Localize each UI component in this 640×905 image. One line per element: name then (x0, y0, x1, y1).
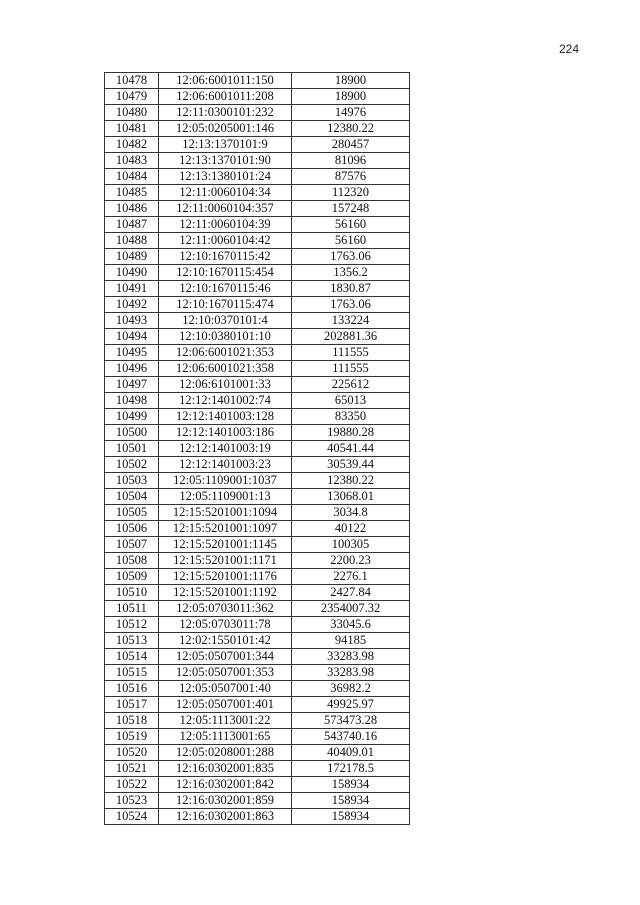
table-row (105, 681, 410, 697)
table-row (105, 585, 410, 601)
records-table (104, 72, 410, 825)
row-id-cell: 10497 (105, 377, 159, 393)
row-code-cell: 12:15:5201001:1192 (159, 585, 292, 601)
row-id-cell: 10493 (105, 313, 159, 329)
row-amount-cell: 33283.98 (292, 649, 410, 665)
row-amount-cell: 19880.28 (292, 425, 410, 441)
row-amount-cell: 543740.16 (292, 729, 410, 745)
row-id-cell: 10481 (105, 121, 159, 137)
row-id-cell: 10514 (105, 649, 159, 665)
row-id-cell: 10508 (105, 553, 159, 569)
row-amount-cell: 12380.22 (292, 121, 410, 137)
table-row (105, 649, 410, 665)
row-code-cell: 12:05:1113001:65 (159, 729, 292, 745)
row-code-cell: 12:05:1109001:1037 (159, 473, 292, 489)
row-code-cell: 12:05:0507001:401 (159, 697, 292, 713)
row-code-cell: 12:05:1113001:22 (159, 713, 292, 729)
row-id-cell: 10519 (105, 729, 159, 745)
row-amount-cell: 1830.87 (292, 281, 410, 297)
row-amount-cell: 40409.01 (292, 745, 410, 761)
records-table-body (105, 73, 410, 825)
table-row (105, 265, 410, 281)
table-row (105, 361, 410, 377)
row-amount-cell: 172178.5 (292, 761, 410, 777)
row-code-cell: 12:12:1401003:128 (159, 409, 292, 425)
row-amount-cell: 94185 (292, 633, 410, 649)
row-amount-cell: 1356.2 (292, 265, 410, 281)
row-code-cell: 12:12:1401002:74 (159, 393, 292, 409)
row-amount-cell: 158934 (292, 777, 410, 793)
row-id-cell: 10502 (105, 457, 159, 473)
row-amount-cell: 56160 (292, 233, 410, 249)
table-row (105, 489, 410, 505)
row-amount-cell: 33045.6 (292, 617, 410, 633)
row-code-cell: 12:16:0302001:842 (159, 777, 292, 793)
row-amount-cell: 111555 (292, 361, 410, 377)
row-id-cell: 10523 (105, 793, 159, 809)
row-amount-cell: 18900 (292, 89, 410, 105)
row-id-cell: 10513 (105, 633, 159, 649)
row-id-cell: 10494 (105, 329, 159, 345)
table-row (105, 697, 410, 713)
table-row (105, 761, 410, 777)
row-id-cell: 10483 (105, 153, 159, 169)
table-row (105, 457, 410, 473)
row-code-cell: 12:12:1401003:186 (159, 425, 292, 441)
table-row (105, 137, 410, 153)
row-code-cell: 12:06:6001021:358 (159, 361, 292, 377)
table-row (105, 553, 410, 569)
row-amount-cell: 49925.97 (292, 697, 410, 713)
row-id-cell: 10518 (105, 713, 159, 729)
row-id-cell: 10489 (105, 249, 159, 265)
row-id-cell: 10495 (105, 345, 159, 361)
table-row (105, 169, 410, 185)
table-row (105, 793, 410, 809)
row-id-cell: 10521 (105, 761, 159, 777)
row-code-cell: 12:11:0060104:42 (159, 233, 292, 249)
row-code-cell: 12:13:1370101:9 (159, 137, 292, 153)
row-code-cell: 12:06:6001011:150 (159, 73, 292, 89)
row-id-cell: 10498 (105, 393, 159, 409)
table-row (105, 521, 410, 537)
table-row (105, 73, 410, 89)
table-row (105, 505, 410, 521)
row-id-cell: 10488 (105, 233, 159, 249)
table-row (105, 201, 410, 217)
row-id-cell: 10509 (105, 569, 159, 585)
row-amount-cell: 133224 (292, 313, 410, 329)
row-id-cell: 10478 (105, 73, 159, 89)
row-id-cell: 10485 (105, 185, 159, 201)
row-id-cell: 10490 (105, 265, 159, 281)
row-code-cell: 12:02:1550101:42 (159, 633, 292, 649)
row-code-cell: 12:16:0302001:835 (159, 761, 292, 777)
row-amount-cell: 225612 (292, 377, 410, 393)
table-row (105, 377, 410, 393)
table-row (105, 89, 410, 105)
row-amount-cell: 1763.06 (292, 249, 410, 265)
row-amount-cell: 111555 (292, 345, 410, 361)
table-row (105, 281, 410, 297)
row-id-cell: 10479 (105, 89, 159, 105)
row-id-cell: 10516 (105, 681, 159, 697)
row-id-cell: 10496 (105, 361, 159, 377)
table-row (105, 409, 410, 425)
row-code-cell: 12:10:0380101:10 (159, 329, 292, 345)
table-row (105, 665, 410, 681)
row-id-cell: 10512 (105, 617, 159, 633)
row-amount-cell: 56160 (292, 217, 410, 233)
row-amount-cell: 40122 (292, 521, 410, 537)
row-code-cell: 12:13:1380101:24 (159, 169, 292, 185)
row-amount-cell: 2354007.32 (292, 601, 410, 617)
row-id-cell: 10524 (105, 809, 159, 825)
row-amount-cell: 83350 (292, 409, 410, 425)
row-id-cell: 10520 (105, 745, 159, 761)
row-id-cell: 10503 (105, 473, 159, 489)
table-row (105, 441, 410, 457)
row-amount-cell: 2200.23 (292, 553, 410, 569)
row-id-cell: 10505 (105, 505, 159, 521)
table-row (105, 617, 410, 633)
row-amount-cell: 573473.28 (292, 713, 410, 729)
row-code-cell: 12:11:0060104:357 (159, 201, 292, 217)
table-row (105, 745, 410, 761)
table-row (105, 601, 410, 617)
row-id-cell: 10506 (105, 521, 159, 537)
row-amount-cell: 2427.84 (292, 585, 410, 601)
row-id-cell: 10482 (105, 137, 159, 153)
row-amount-cell: 100305 (292, 537, 410, 553)
row-code-cell: 12:05:0507001:353 (159, 665, 292, 681)
row-id-cell: 10517 (105, 697, 159, 713)
row-id-cell: 10500 (105, 425, 159, 441)
page-number: 224 (558, 42, 579, 56)
row-amount-cell: 40541.44 (292, 441, 410, 457)
row-amount-cell: 202881.36 (292, 329, 410, 345)
table-row (105, 329, 410, 345)
row-id-cell: 10491 (105, 281, 159, 297)
row-code-cell: 12:12:1401003:19 (159, 441, 292, 457)
row-code-cell: 12:06:6101001:33 (159, 377, 292, 393)
row-code-cell: 12:05:0205001:146 (159, 121, 292, 137)
table-row (105, 249, 410, 265)
row-amount-cell: 81096 (292, 153, 410, 169)
row-amount-cell: 36982.2 (292, 681, 410, 697)
table-row (105, 537, 410, 553)
row-code-cell: 12:05:0208001:288 (159, 745, 292, 761)
table-row (105, 121, 410, 137)
row-id-cell: 10480 (105, 105, 159, 121)
row-code-cell: 12:10:0370101:4 (159, 313, 292, 329)
row-code-cell: 12:05:0703011:362 (159, 601, 292, 617)
row-amount-cell: 30539.44 (292, 457, 410, 473)
row-code-cell: 12:16:0302001:863 (159, 809, 292, 825)
row-id-cell: 10484 (105, 169, 159, 185)
row-id-cell: 10487 (105, 217, 159, 233)
row-code-cell: 12:10:1670115:42 (159, 249, 292, 265)
row-amount-cell: 2276.1 (292, 569, 410, 585)
table-row (105, 777, 410, 793)
row-amount-cell: 158934 (292, 793, 410, 809)
row-code-cell: 12:15:5201001:1145 (159, 537, 292, 553)
row-amount-cell: 12380.22 (292, 473, 410, 489)
table-row (105, 313, 410, 329)
row-code-cell: 12:15:5201001:1097 (159, 521, 292, 537)
row-id-cell: 10515 (105, 665, 159, 681)
row-code-cell: 12:05:0507001:40 (159, 681, 292, 697)
row-code-cell: 12:12:1401003:23 (159, 457, 292, 473)
row-code-cell: 12:16:0302001:859 (159, 793, 292, 809)
table-row (105, 297, 410, 313)
row-code-cell: 12:11:0060104:34 (159, 185, 292, 201)
row-amount-cell: 3034.8 (292, 505, 410, 521)
row-code-cell: 12:05:0507001:344 (159, 649, 292, 665)
row-code-cell: 12:05:1109001:13 (159, 489, 292, 505)
row-id-cell: 10501 (105, 441, 159, 457)
row-id-cell: 10511 (105, 601, 159, 617)
row-code-cell: 12:10:1670115:46 (159, 281, 292, 297)
row-amount-cell: 280457 (292, 137, 410, 153)
row-amount-cell: 13068.01 (292, 489, 410, 505)
table-row (105, 425, 410, 441)
row-code-cell: 12:11:0060104:39 (159, 217, 292, 233)
row-code-cell: 12:06:6001021:353 (159, 345, 292, 361)
row-id-cell: 10510 (105, 585, 159, 601)
row-id-cell: 10486 (105, 201, 159, 217)
table-row (105, 105, 410, 121)
row-code-cell: 12:13:1370101:90 (159, 153, 292, 169)
row-code-cell: 12:05:0703011:78 (159, 617, 292, 633)
row-amount-cell: 1763.06 (292, 297, 410, 313)
table-row (105, 809, 410, 825)
row-code-cell: 12:11:0300101:232 (159, 105, 292, 121)
row-id-cell: 10504 (105, 489, 159, 505)
row-amount-cell: 158934 (292, 809, 410, 825)
row-code-cell: 12:10:1670115:474 (159, 297, 292, 313)
table-row (105, 473, 410, 489)
table-row (105, 713, 410, 729)
table-row (105, 633, 410, 649)
table-row (105, 393, 410, 409)
row-code-cell: 12:06:6001011:208 (159, 89, 292, 105)
row-code-cell: 12:15:5201001:1171 (159, 553, 292, 569)
row-code-cell: 12:15:5201001:1094 (159, 505, 292, 521)
table-row (105, 217, 410, 233)
table-row (105, 185, 410, 201)
table-row (105, 345, 410, 361)
row-amount-cell: 14976 (292, 105, 410, 121)
row-id-cell: 10507 (105, 537, 159, 553)
row-amount-cell: 65013 (292, 393, 410, 409)
table-row (105, 729, 410, 745)
row-code-cell: 12:15:5201001:1176 (159, 569, 292, 585)
row-id-cell: 10499 (105, 409, 159, 425)
row-amount-cell: 33283.98 (292, 665, 410, 681)
row-id-cell: 10522 (105, 777, 159, 793)
row-amount-cell: 112320 (292, 185, 410, 201)
row-amount-cell: 18900 (292, 73, 410, 89)
table-row (105, 153, 410, 169)
table-row (105, 569, 410, 585)
row-amount-cell: 157248 (292, 201, 410, 217)
row-id-cell: 10492 (105, 297, 159, 313)
row-amount-cell: 87576 (292, 169, 410, 185)
table-row (105, 233, 410, 249)
row-code-cell: 12:10:1670115:454 (159, 265, 292, 281)
